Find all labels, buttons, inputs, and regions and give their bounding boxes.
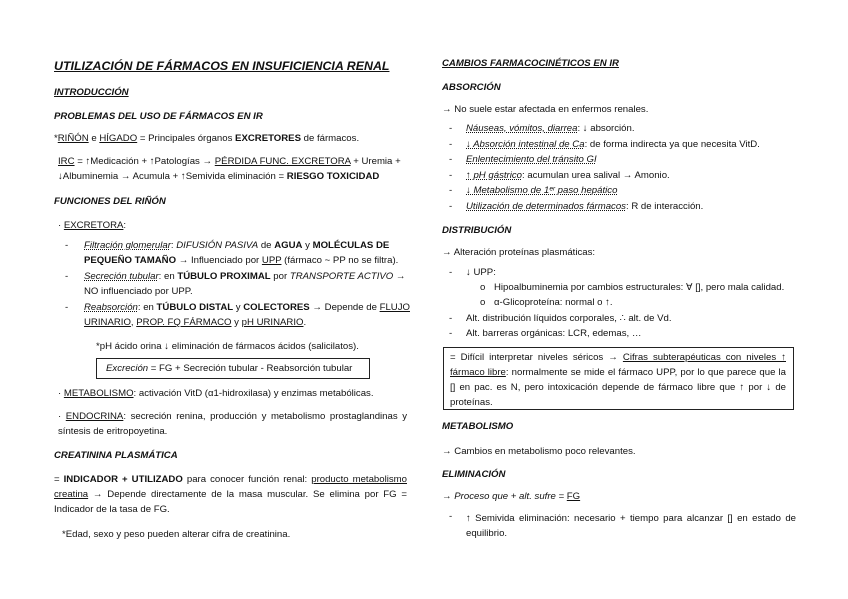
absorcion-intro: → No suele estar afectada en enfermos renales. — [442, 104, 649, 115]
dist-sub-item: Hipoalbuminemia por cambios estructurales: ∀ [], pero mala calidad. — [494, 282, 785, 293]
reabsorcion-line-1: Reabsorción: en TÚBULO DISTAL y COLECTORES → Depende de FLUJO — [84, 302, 410, 313]
bullet-dash: - — [449, 267, 453, 278]
distribucion-heading: DISTRIBUCIÓN — [442, 225, 512, 236]
organs-line: *RIÑÓN e HÍGADO = Principales órganos EXCRETORES de fármacos. — [54, 133, 360, 144]
abs-item: Enlentecimiento del tránsito GI — [466, 154, 597, 165]
bullet-dash: - — [65, 271, 69, 282]
irc-line-1: IRC = ↑Medicación + ↑Patologías → PÉRDIDA FUNC. EXCRETORA + Uremia + — [58, 156, 401, 167]
filtracion-line-2: PEQUEÑO TAMAÑO → Influenciado por UPP (fármaco ~ PP no se filtra). — [84, 255, 399, 266]
bullet-circle: o — [480, 297, 486, 308]
excretora-label: · EXCRETORA: — [58, 220, 127, 231]
bullet-dash: - — [449, 328, 453, 339]
bullet-dash: - — [449, 154, 453, 165]
creatinina-heading: CREATININA PLASMÁTICA — [54, 450, 178, 461]
niveles-box — [443, 347, 794, 410]
reabsorcion-line-2: URINARIO, PROP. FQ FÁRMACO y pH URINARIO. — [84, 317, 307, 328]
dist-item: Alt. distribución líquidos corporales, ∴ alt. de Vd. — [466, 313, 672, 324]
right-heading: CAMBIOS FARMACOCINÉTICOS EN IR — [442, 58, 619, 69]
dist-sub-item: α-Glicoproteína: normal o ↑. — [494, 297, 613, 308]
bullet-dash: - — [449, 511, 453, 522]
dist-item: Alt. barreras orgánicas: LCR, edemas, … — [466, 328, 642, 339]
bullet-dash: - — [449, 170, 453, 181]
bullet-dash: - — [449, 185, 453, 196]
abs-item: Náuseas, vómitos, diarrea: ↓ absorción. — [466, 123, 635, 134]
functions-heading: FUNCIONES DEL RIÑÓN — [54, 196, 166, 207]
bullet-dash: - — [449, 123, 453, 134]
ph-note: *pH ácido orina ↓ eliminación de fármacos ácidos (salicilatos). — [96, 341, 359, 352]
dist-upp: ↓ UPP: — [466, 267, 496, 278]
excrecion-box — [96, 358, 370, 379]
filtracion-line-1: Filtración glomerular: DIFUSIÓN PASIVA de AGUA y MOLÉCULAS DE — [84, 240, 390, 251]
metabolismo-text: → Cambios en metabolismo poco relevantes. — [442, 446, 636, 457]
problems-heading: PROBLEMAS DEL USO DE FÁRMACOS EN IR — [54, 111, 263, 122]
distribucion-intro: → Alteración proteínas plasmáticas: — [442, 247, 596, 258]
abs-item: ↓ Absorción intestinal de Ca: de forma indirecta ya que necesita VitD. — [466, 139, 760, 150]
edad-note: *Edad, sexo y peso pueden alterar cifra de creatinina. — [62, 529, 291, 540]
abs-item: Utilización de determinados fármacos: R de interacción. — [466, 201, 704, 212]
excrecion-formula: Excreción = FG + Secreción tubular - Reabsorción tubular — [106, 363, 353, 374]
eliminacion-item: ↑ Semivida eliminación: necesario + tiempo para alcanzar [] en estado de equilibrio. — [466, 513, 796, 539]
abs-item: ↓ Metabolismo de 1ᵉʳ paso hepático — [466, 185, 618, 196]
bullet-dash: - — [65, 302, 69, 313]
bullet-dash: - — [449, 201, 453, 212]
bullet-dash: - — [449, 313, 453, 324]
intro-heading: INTRODUCCIÓN — [54, 87, 129, 98]
page-title: UTILIZACIÓN DE FÁRMACOS EN INSUFICIENCIA RENAL — [54, 59, 390, 73]
abs-item: ↑ pH gástrico: acumulan urea salival → Amonio. — [466, 170, 670, 181]
bullet-dash: - — [65, 240, 69, 251]
secrecion-line-2: NO influenciado por UPP. — [84, 286, 193, 297]
metabolismo-line: · METABOLISMO: activación VitD (α1-hidroxilasa) y enzimas metabólicas. — [58, 388, 374, 399]
eliminacion-heading: ELIMINACIÓN — [442, 469, 506, 480]
metabolismo-heading: METABOLISMO — [442, 421, 514, 432]
irc-line-2: ↓Albuminemia → Acumula + ↑Semivida eliminación = RIESGO TOXICIDAD — [58, 171, 380, 182]
bullet-circle: o — [480, 282, 486, 293]
endocrina-paragraph: · ENDOCRINA: secreción renina, producción y metabolismo prostaglandinas y síntesis de eritropoyetina. — [58, 411, 407, 437]
absorcion-heading: ABSORCIÓN — [442, 82, 501, 93]
creatinina-paragraph: = INDICADOR + UTILIZADO para conocer función renal: producto metabolismo creatina → Depende directamente de la masa muscular. Se elimina por FG = Indicador de la tasa de FG. — [54, 474, 407, 515]
niveles-text: = Difícil interpretar niveles séricos → Cifras subterapéuticas con niveles ↑ fármaco libre: normalmente se mide el fármaco UPP, por lo que parece que la [] en pac. es N, pero intoxicación depende de fármaco libre que ↑ por ↓ de proteínas. — [450, 352, 787, 408]
bullet-dash: - — [449, 139, 453, 150]
eliminacion-intro: → Proceso que + alt. sufre = FG — [442, 491, 581, 502]
secrecion-line-1: Secreción tubular: en TÚBULO PROXIMAL por TRANSPORTE ACTIVO → — [84, 271, 406, 282]
